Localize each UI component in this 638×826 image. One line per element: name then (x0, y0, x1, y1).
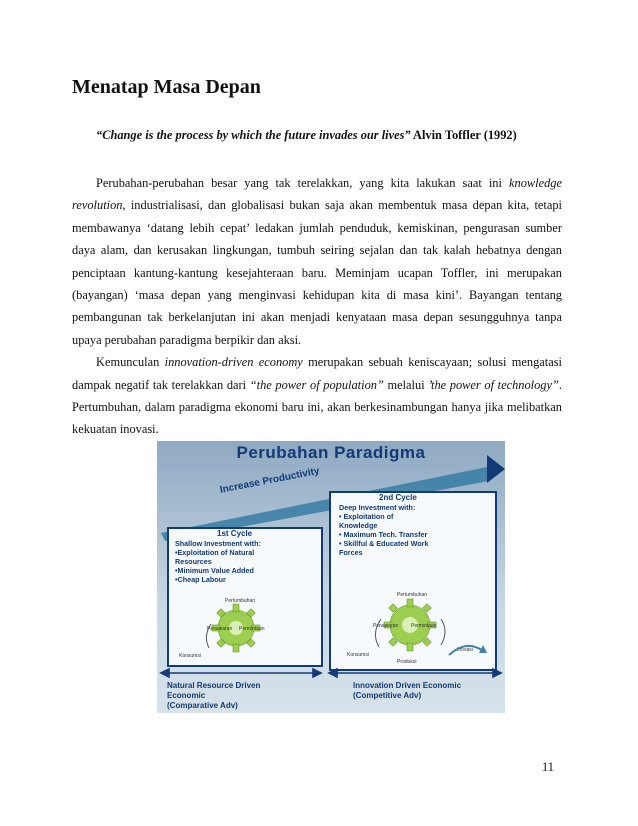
cycle1-line: •Exploitation of Natural (175, 548, 255, 557)
cycle2-title: 2nd Cycle (379, 493, 417, 502)
gear1-growth-label: Pertumbuhan (225, 598, 256, 604)
p2-italic-term: innovation-driven economy (164, 355, 303, 370)
bottom-arrows (157, 441, 505, 713)
bottom-right-line: Innovation Driven Economic (353, 681, 462, 690)
page-heading: Menatap Masa Depan (72, 76, 261, 98)
p1-text-a: Perubahan-perubahan besar yang tak terelakkan, yang kita lakukan saat ini (96, 176, 509, 190)
gear2-consumption-label: Konsumsi (347, 652, 369, 658)
cycle2-line: • Maximum Tech. Transfer (339, 530, 428, 539)
gear2-production-label: Produksi (397, 659, 417, 665)
cycle2-line: Knowledge (339, 521, 378, 530)
cycle1-line: •Cheap Labour (175, 575, 226, 584)
p2-italic-technology: ’the power of technology” (428, 377, 559, 392)
gear2-growth-label: Pertumbuhan (397, 592, 428, 598)
bottom-left-line: Natural Resource Driven (167, 681, 261, 690)
paragraph-1 (72, 172, 562, 351)
cycle1-line: Resources (175, 557, 212, 566)
productivity-arrow-label: Increase Productivity (219, 465, 321, 496)
innovation-economy-label (353, 681, 461, 701)
paragraph-2 (72, 351, 562, 441)
quote-text: “Change is the process by which the future invades our lives” (96, 128, 411, 142)
p1-italic-term: knowledge revolution (72, 176, 562, 213)
gear2-demand-label: Permintaan (411, 623, 437, 629)
p2-text-c: melalui (383, 377, 429, 392)
paradigm-diagram (157, 441, 505, 713)
p2-text-a: Kemunculan (96, 355, 165, 370)
cycle1-title: 1st Cycle (217, 529, 253, 538)
p1-text-b: , industrialisasi, dan globalisasi bukan saja akan membentuk masa depan kita, tetapi membawanya ‘datang lebih cepat’ ledakan jumlah penduduk, kemiskinan, pengurasan sumber daya alam, dan kerusakan lingkungan, tumbuh seiring sejalan dan tak kalah hebatnya dengan penciptaan kantung-kantung kesejahteraan baru. Meminjam ucapan Toffler, ini merupakan (bayangan) ‘masa depan yang menginvasi kehidupan kita di masa kini’. Bayangan tentang pembangunan tak berkelanjutan ini akan menjadi kenyataan masa depan sesungguhnya tanpa upaya perubahan paradigma berpikir dan aksi. (72, 198, 562, 347)
body-text (72, 172, 562, 441)
cycle1-line: Shallow Investment with: (175, 539, 261, 548)
p2-text-d: . Pertumbuhan, dalam paradigma ekonomi baru ini, akan berkesinambungan hanya jika melibatkan kekuatan inovasi. (72, 377, 562, 437)
cycle2-line: Deep Investment with: (339, 503, 416, 512)
gear1-demand-label: Permintaan (239, 626, 265, 632)
page-number: 11 (542, 760, 554, 774)
cycle2-line: • Skillful & Educated Work (339, 539, 429, 548)
gear2-innovation-label: Inovasi (457, 647, 473, 653)
natural-resource-economy-label (167, 681, 260, 711)
epigraph-quote (96, 128, 576, 143)
gear1-consumption-label: Konsumsi (179, 653, 201, 659)
gear1-supply-label: Penawaran (207, 626, 233, 632)
quote-author: Alvin Toffler (1992) (413, 128, 517, 142)
gear2-supply-label: Penawaran (373, 623, 399, 629)
p2-italic-population: “the power of population” (249, 377, 384, 392)
bottom-left-line: Economic (167, 691, 206, 700)
bottom-right-line: (Competitive Adv) (353, 691, 422, 700)
cycle2-line: • Exploitation of (339, 512, 394, 521)
cycle1-line: •Minimum Value Added (175, 566, 254, 575)
diagram-title: Perubahan Paradigma (236, 443, 426, 462)
cycle2-line: Forces (339, 548, 363, 557)
p2-text-b: merupakan sebuah keniscayaan; solusi mengatasi dampak negatif tak terelakkan dari (72, 355, 562, 392)
bottom-left-line: (Comparative Adv) (167, 701, 238, 710)
